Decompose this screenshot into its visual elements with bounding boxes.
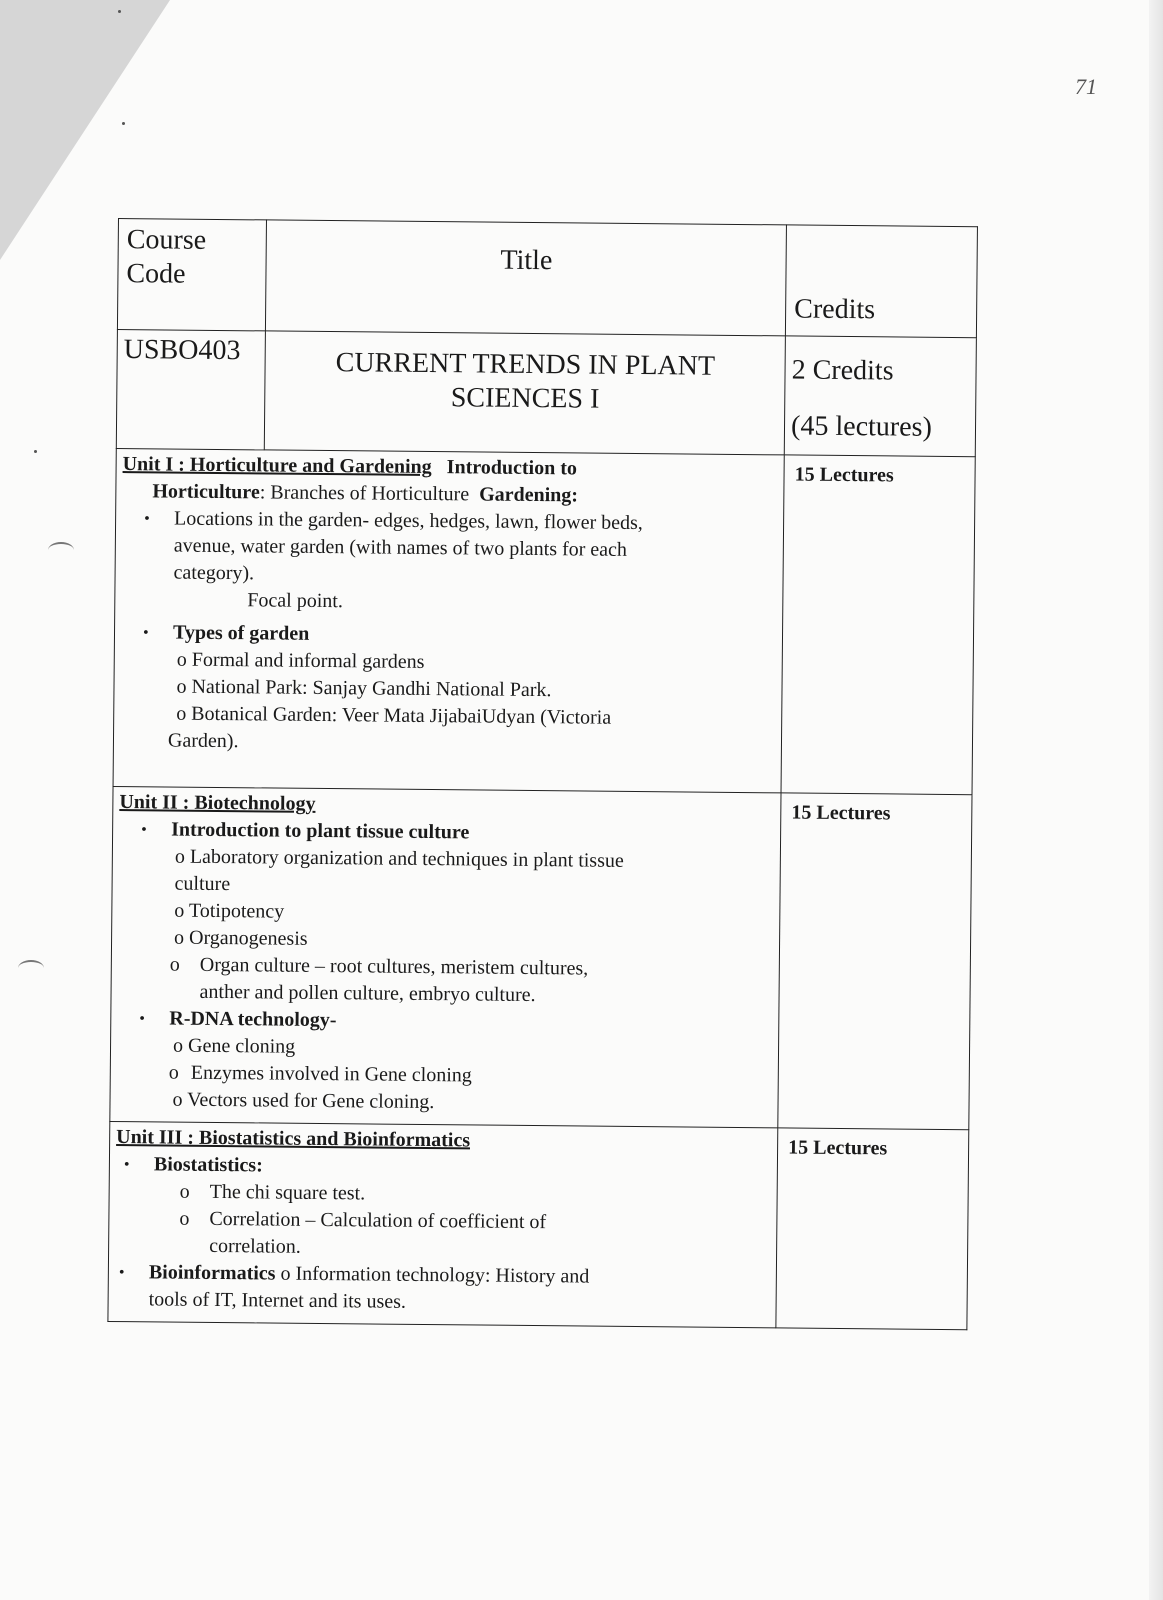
course-row [116, 329, 976, 456]
unit-title: Unit III : Biostatistics and Bioinformatics [116, 1126, 471, 1152]
sub-item: o Vectors used for Gene cloning. [172, 1088, 435, 1114]
list-item-text: o Information technology: History and [275, 1262, 590, 1288]
gardening-heading: Gardening: [479, 483, 579, 507]
unit-2-lectures: 15 Lectures [778, 793, 972, 1130]
header-credits: Credits [786, 225, 978, 338]
sub-item [117, 951, 769, 1011]
sub-item-continuation: Garden). [167, 729, 239, 753]
sub-item-text: Enzymes involved in Gene cloning [190, 1061, 472, 1087]
list-item-text: Locations in the garden- edges, hedges, lawn, flower beds, [174, 507, 643, 535]
unit-2-content [110, 786, 781, 1127]
list-item-heading: R-DNA technology- [169, 1007, 337, 1032]
sub-item-text: The chi square test. [209, 1180, 366, 1205]
page-edge [1149, 0, 1163, 1600]
list-item-text: category). [173, 561, 255, 585]
header-course-code [117, 219, 267, 331]
course-title [265, 331, 786, 455]
bullet-icon: • [118, 1264, 125, 1282]
bullet-icon: • [142, 624, 149, 642]
unit-1-content [113, 448, 784, 792]
course-title-line-1: CURRENT TRENDS IN PLANT [335, 347, 716, 382]
unit-row [113, 448, 975, 794]
unit-row [108, 1121, 969, 1329]
scan-speck [34, 450, 37, 453]
page-number: 71 [1075, 74, 1097, 99]
intro-text: Introduction to [446, 456, 578, 480]
unit-title: Unit I : Horticulture and Gardening [122, 453, 432, 479]
sub-item: o Formal and informal gardens [176, 648, 425, 673]
scan-speck [122, 122, 125, 125]
sub-item: o National Park: Sanjay Gandhi National Park. [176, 675, 552, 702]
horticulture-text: : Branches of Horticulture [259, 481, 470, 506]
sub-item: o Organogenesis [173, 926, 308, 950]
sub-item-text: anther and pollen culture, embryo culture. [199, 980, 536, 1007]
sub-item: o Laboratory organization and techniques in plant tissue [174, 845, 624, 872]
list-item [121, 505, 773, 592]
sub-item-text: Organ culture – root cultures, meristem cultures, [199, 953, 589, 980]
sub-item-marker: o [179, 1207, 190, 1230]
unit-1-lectures: 15 Lectures [781, 455, 975, 795]
syllabus-table [107, 218, 978, 1330]
bullet-icon: • [144, 510, 150, 528]
sub-item: o Totipotency [174, 899, 285, 923]
sub-item-marker: o [169, 953, 180, 976]
sub-item-marker: o [168, 1061, 179, 1084]
unit-row [110, 786, 972, 1129]
header-row [117, 219, 977, 338]
bullet-icon: • [141, 821, 147, 839]
unit-3-content [108, 1121, 778, 1327]
unit-3-lectures: 15 Lectures [776, 1128, 969, 1330]
course-code: USBO403 [116, 329, 266, 449]
list-item-heading: Biostatistics: [153, 1153, 263, 1177]
header-course-code-line-2: Code [126, 258, 186, 290]
sub-item: o Gene cloning [172, 1034, 296, 1058]
unit-title: Unit II : Biotechnology [119, 791, 316, 815]
sub-item-continuation: culture [174, 872, 231, 896]
list-item-heading: Introduction to plant tissue culture [171, 818, 470, 844]
list-item-heading: Types of garden [172, 621, 310, 645]
sub-item-text: Correlation – Calculation of coefficient of [209, 1207, 547, 1234]
bullet-icon: • [123, 1156, 130, 1174]
course-lecture-count: (45 lectures) [790, 410, 933, 443]
header-title: Title [266, 220, 787, 336]
sub-item: o Botanical Garden: Veer Mata JijabaiUdyan (Victoria [176, 702, 612, 729]
course-title-line-2: SCIENCES I [450, 382, 600, 415]
list-item-heading: Bioinformatics [148, 1261, 276, 1285]
course-credit-count: 2 Credits [791, 354, 894, 387]
header-course-code-line-1: Course [126, 224, 207, 256]
sub-item-marker: o [179, 1180, 190, 1203]
sub-item-text: correlation. [209, 1234, 301, 1258]
horticulture-heading: Horticulture [152, 480, 260, 504]
list-item-text: avenue, water garden (with names of two plants for each [173, 534, 628, 561]
bullet-icon: • [139, 1010, 146, 1028]
list-item-continuation: tools of IT, Internet and its uses. [148, 1288, 407, 1313]
course-credits [784, 336, 976, 457]
scan-speck [118, 10, 121, 13]
syllabus-table-wrapper [107, 218, 978, 1330]
punch-hole-mark [48, 542, 74, 558]
focal-point-text: Focal point. [247, 589, 343, 613]
punch-hole-mark [18, 960, 44, 976]
sub-item [115, 1205, 767, 1265]
